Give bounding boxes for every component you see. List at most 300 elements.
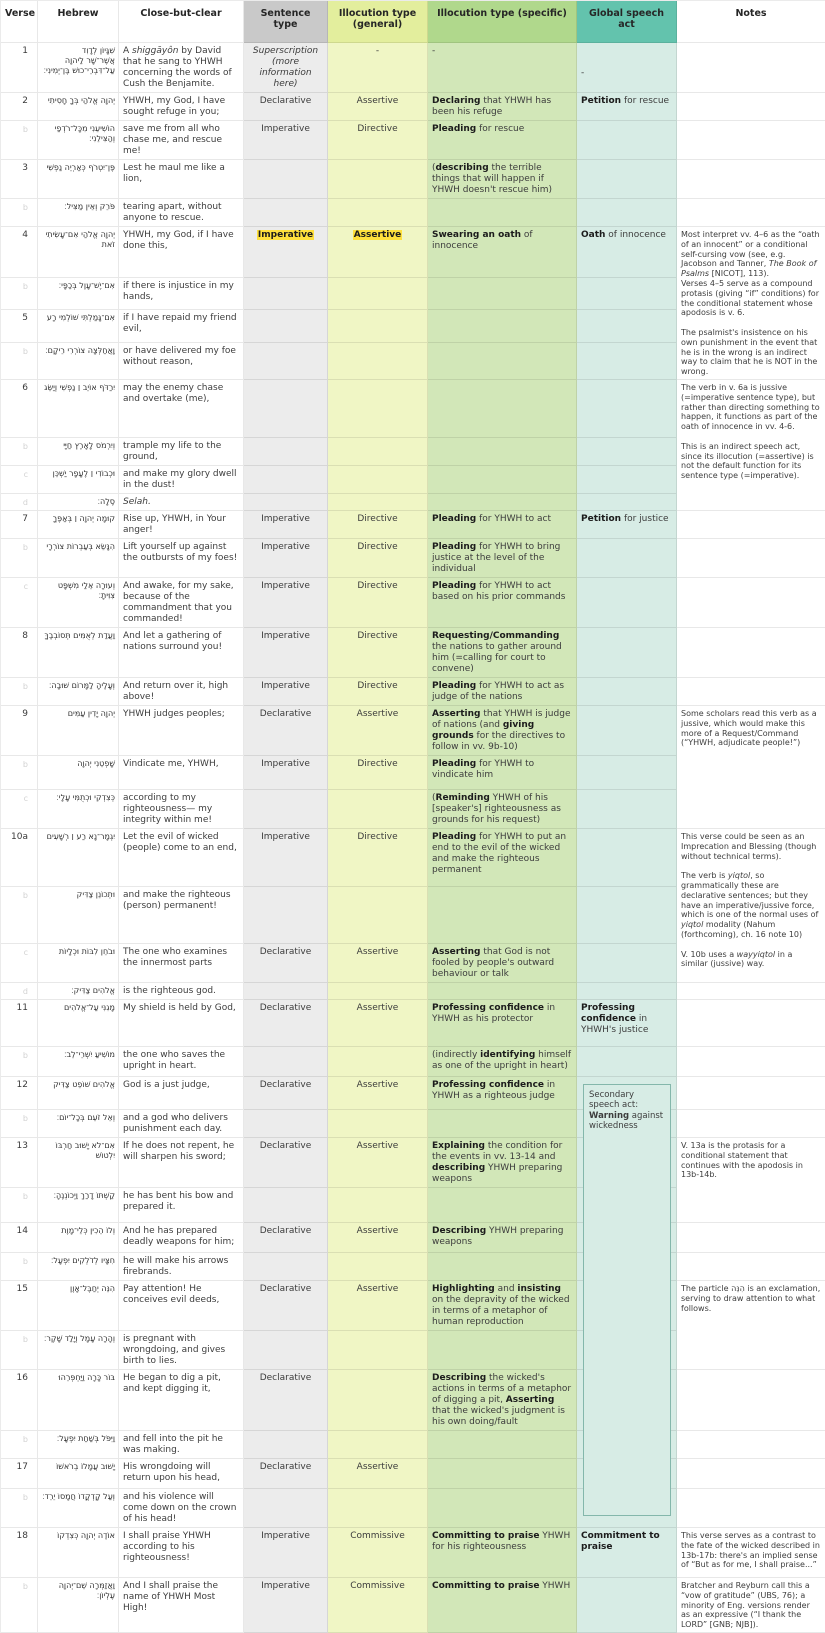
cell-sentence-type: Declarative	[244, 1077, 328, 1110]
cell-sentence-type	[244, 1331, 328, 1370]
cell-global-speech-act	[577, 278, 677, 311]
cell-global-speech-act	[577, 944, 677, 983]
cell-notes	[677, 678, 825, 706]
cell-verse: 16	[1, 1370, 38, 1431]
cell-close-but-clear: His wrongdoing will return upon his head,	[119, 1459, 244, 1489]
cell-close-but-clear: YHWH judges peoples;	[119, 706, 244, 756]
cell-close-but-clear: may the enemy chase and overtake (me),	[119, 380, 244, 438]
cell-hebrew: יְהוָה יָדִין עַמִּים	[38, 706, 119, 756]
cell-notes	[677, 93, 825, 121]
cell-verse: 1	[1, 43, 38, 93]
cell-verse: b	[1, 1489, 38, 1528]
cell-hebrew: וְאֵל זֹעֵם בְּכָל־יוֹם׃	[38, 1110, 119, 1138]
cell-hebrew: קוּמָה יְהוָה ׀ בְּאַפֶּךָ	[38, 511, 119, 539]
cell-sentence-type: Imperative	[244, 511, 328, 539]
cell-hebrew: וַעֲדַת לְאֻמִּים תְּסוֹבְבֶךָּ	[38, 628, 119, 678]
cell-notes	[677, 1253, 825, 1281]
cell-hebrew: מוֹשִׁיעַ יִשְׁרֵי־לֵב׃	[38, 1047, 119, 1077]
cell-hebrew: קַשְׁתּוֹ דָרַךְ וַיְכוֹנְנֶהָ׃	[38, 1188, 119, 1223]
column-header-hebrew: Hebrew	[38, 1, 119, 43]
cell-hebrew: יָשׁוּב עֲמָלוֹ בְרֹאשׁוֹ	[38, 1459, 119, 1489]
cell-illocution-specific: Declaring that YHWH has been his refuge	[428, 93, 577, 121]
cell-close-but-clear: he will make his arrows firebrands.	[119, 1253, 244, 1281]
cell-illocution-general: Assertive	[328, 944, 428, 983]
cell-illocution-specific	[428, 1489, 577, 1528]
cell-hebrew: שִׁגָּיוֹן לְדָוִד אֲשֶׁר־שָׁר לַיהוָה עַל־דִּבְרֵי־כוּשׁ בֶּן־יְמִינִי׃	[38, 43, 119, 93]
cell-sentence-type	[244, 310, 328, 343]
cell-illocution-specific: Pleading for YHWH to put an end to the evil of the wicked and make the righteous permanent	[428, 829, 577, 887]
cell-illocution-specific: Asserting that YHWH is judge of nations (and giving grounds for the directives to follow in vv. 9b-10)	[428, 706, 577, 756]
cell-global-speech-act	[577, 466, 677, 494]
cell-close-but-clear: He began to dig a pit, and kept digging it,	[119, 1370, 244, 1431]
cell-illocution-general	[328, 1110, 428, 1138]
cell-verse: b	[1, 121, 38, 160]
cell-close-but-clear: he has bent his bow and prepared it.	[119, 1188, 244, 1223]
cell-illocution-general	[328, 1370, 428, 1431]
cell-close-but-clear: Selah.	[119, 494, 244, 511]
cell-illocution-specific	[428, 1110, 577, 1138]
column-header-note: Notes	[677, 1, 825, 43]
cell-global-speech-act	[577, 706, 677, 756]
cell-illocution-general	[328, 1489, 428, 1528]
cell-hebrew: וְלוֹ הֵכִין כְּלֵי־מָוֶת	[38, 1223, 119, 1253]
cell-hebrew: וּבֹחֵן לִבּוֹת וּכְלָיוֹת	[38, 944, 119, 983]
cell-verse: 8	[1, 628, 38, 678]
cell-sentence-type	[244, 887, 328, 944]
cell-sentence-type	[244, 199, 328, 227]
cell-global-speech-act	[577, 121, 677, 160]
cell-illocution-specific: (describing the terrible things that will happen if YHWH doesn't rescue him)	[428, 160, 577, 199]
cell-hebrew: וּתְכוֹנֵן צַדִּיק	[38, 887, 119, 944]
cell-close-but-clear: My shield is held by God,	[119, 1000, 244, 1047]
column-header-specific: Illocution type (specific)	[428, 1, 577, 43]
cell-notes	[677, 1077, 825, 1110]
cell-illocution-general	[328, 887, 428, 944]
cell-illocution-specific: Professing confidence in YHWH as his protector	[428, 1000, 577, 1047]
cell-illocution-general: Directive	[328, 829, 428, 887]
cell-verse: b	[1, 539, 38, 578]
cell-verse: b	[1, 1188, 38, 1223]
cell-illocution-general	[328, 310, 428, 343]
cell-verse: b	[1, 1431, 38, 1459]
cell-verse: 18	[1, 1528, 38, 1578]
cell-hebrew: יִגְמָר־נָא רַע ׀ רְשָׁעִים	[38, 829, 119, 887]
cell-notes	[677, 1110, 825, 1138]
cell-hebrew: הִנֵּה יְחַבֶּל־אָוֶן	[38, 1281, 119, 1331]
cell-illocution-specific	[428, 1431, 577, 1459]
cell-close-but-clear: Rise up, YHWH, in Your anger!	[119, 511, 244, 539]
cell-global-speech-act	[577, 310, 677, 343]
cell-notes	[677, 1000, 825, 1047]
cell-global-speech-act	[577, 494, 677, 511]
cell-sentence-type: Declarative	[244, 1281, 328, 1331]
cell-sentence-type	[244, 466, 328, 494]
cell-notes	[677, 983, 825, 1000]
cell-hebrew: וַיִּפֹּל בְּשַׁחַת יִפְעָל׃	[38, 1431, 119, 1459]
cell-illocution-general: Assertive	[328, 1077, 428, 1110]
cell-sentence-type	[244, 1188, 328, 1223]
cell-global-speech-act	[577, 790, 677, 829]
cell-notes	[677, 1459, 825, 1489]
cell-verse: 9	[1, 706, 38, 756]
cell-global-speech-act: Oath of innocence	[577, 227, 677, 278]
cell-notes	[677, 1047, 825, 1077]
cell-hebrew: וְעַל קָדְקֳדוֹ חֲמָסוֹ יֵרֵד׃	[38, 1489, 119, 1528]
cell-sentence-type: Declarative	[244, 1370, 328, 1431]
cell-illocution-specific: Professing confidence in YHWH as a righteous judge	[428, 1077, 577, 1110]
cell-sentence-type	[244, 160, 328, 199]
cell-notes	[677, 1370, 825, 1431]
cell-verse: b	[1, 199, 38, 227]
cell-notes	[677, 578, 825, 628]
cell-notes	[677, 160, 825, 199]
cell-hebrew: וָאֲחַלְּצָה צוֹרְרִי רֵיקָם׃	[38, 343, 119, 380]
cell-global-speech-act	[577, 438, 677, 466]
cell-global-speech-act	[577, 756, 677, 790]
cell-notes	[677, 1431, 825, 1459]
cell-sentence-type	[244, 1489, 328, 1528]
cell-hebrew: אִם־לֹא יָשׁוּב חַרְבּוֹ יִלְטוֹשׁ	[38, 1138, 119, 1188]
cell-close-but-clear: The one who examines the innermost parts	[119, 944, 244, 983]
cell-hebrew: חִצָּיו לְדֹלְקִים יִפְעָל׃	[38, 1253, 119, 1281]
cell-close-but-clear: And I shall praise the name of YHWH Most High!	[119, 1578, 244, 1633]
cell-sentence-type: Declarative	[244, 1138, 328, 1188]
cell-close-but-clear: And awake, for my sake, because of the commandment that you commanded!	[119, 578, 244, 628]
cell-global-speech-act	[577, 160, 677, 199]
cell-illocution-general	[328, 494, 428, 511]
cell-close-but-clear: I shall praise YHWH according to his righteousness!	[119, 1528, 244, 1578]
cell-sentence-type: Imperative	[244, 227, 328, 278]
cell-illocution-general: Assertive	[328, 227, 428, 278]
cell-close-but-clear: And return over it, high above!	[119, 678, 244, 706]
cell-close-but-clear: and make the righteous (person) permanent!	[119, 887, 244, 944]
cell-illocution-specific: (indirectly identifying himself as one of the upright in heart)	[428, 1047, 577, 1077]
cell-verse: b	[1, 438, 38, 466]
cell-verse: c	[1, 578, 38, 628]
cell-verse: 14	[1, 1223, 38, 1253]
cell-illocution-general	[328, 1431, 428, 1459]
cell-illocution-specific: Highlighting and insisting on the depravity of the wicked in terms of a metaphor of human reproduction	[428, 1281, 577, 1331]
cell-verse: c	[1, 790, 38, 829]
cell-sentence-type	[244, 278, 328, 311]
cell-global-speech-act	[577, 628, 677, 678]
cell-notes	[677, 199, 825, 227]
cell-notes: Bratcher and Reyburn call this a “vow of gratitude” (UBS, 76); a minority of Eng. versions render as an expressive (“I thank the LORD” [GNB; NJB]).	[677, 1578, 825, 1633]
cell-illocution-general: Directive	[328, 539, 428, 578]
cell-close-but-clear: A shiggāyôn by David that he sang to YHWH concerning the words of Cush the Benjamite.	[119, 43, 244, 93]
cell-illocution-specific	[428, 1331, 577, 1370]
cell-illocution-general	[328, 1253, 428, 1281]
cell-hebrew: שָׁפְטֵנִי יְהוָה	[38, 756, 119, 790]
cell-illocution-general	[328, 199, 428, 227]
cell-illocution-specific: Pleading for YHWH to act based on his prior commands	[428, 578, 577, 628]
column-header-global: Global speech act	[577, 1, 677, 43]
cell-global-speech-act	[577, 887, 677, 944]
cell-illocution-general: Assertive	[328, 93, 428, 121]
cell-notes	[677, 43, 825, 93]
cell-hebrew: יִרַדֹּף אוֹיֵב ׀ נַפְשִׁי וְיַשֵּׂג	[38, 380, 119, 438]
cell-sentence-type: Imperative	[244, 121, 328, 160]
cell-close-but-clear: YHWH, my God, if I have done this,	[119, 227, 244, 278]
cell-hebrew: וְיִרְמֹס לָאָרֶץ חַיָּי	[38, 438, 119, 466]
cell-illocution-general: Directive	[328, 578, 428, 628]
cell-illocution-general: Assertive	[328, 706, 428, 756]
cell-close-but-clear: and his violence will come down on the crown of his head!	[119, 1489, 244, 1528]
cell-close-but-clear: And let a gathering of nations surround you!	[119, 628, 244, 678]
cell-global-speech-act	[577, 1578, 677, 1633]
cell-sentence-type	[244, 380, 328, 438]
cell-illocution-specific: Pleading for YHWH to act	[428, 511, 577, 539]
cell-illocution-specific	[428, 380, 577, 438]
cell-notes: This verse could be seen as an Imprecation and Blessing (though without technical terms). The verb is yiqtol, so grammatically these are declarative sentences; but they have an imperative/jussive force, which is one of the normal uses of yiqtol modality (Nahum (forthcoming), ch. 16 note 10) V. 10b uses a wayyiqtol in a similar (jussive) way.	[677, 829, 825, 983]
cell-verse: 6	[1, 380, 38, 438]
cell-illocution-specific	[428, 438, 577, 466]
cell-sentence-type	[244, 438, 328, 466]
cell-illocution-specific	[428, 199, 577, 227]
cell-illocution-general: Commissive	[328, 1528, 428, 1578]
cell-sentence-type: Imperative	[244, 539, 328, 578]
cell-illocution-general: Directive	[328, 756, 428, 790]
cell-illocution-general: Directive	[328, 121, 428, 160]
cell-illocution-specific: Describing the wicked's actions in terms of a metaphor of digging a pit, Asserting that the wicked's judgment is his own doing/fault	[428, 1370, 577, 1431]
cell-sentence-type	[244, 1431, 328, 1459]
cell-sentence-type: Imperative	[244, 829, 328, 887]
cell-illocution-specific: Pleading for YHWH to vindicate him	[428, 756, 577, 790]
cell-illocution-general	[328, 1047, 428, 1077]
cell-verse: b	[1, 1110, 38, 1138]
cell-sentence-type: Declarative	[244, 1459, 328, 1489]
cell-close-but-clear: is the righteous god.	[119, 983, 244, 1000]
cell-close-but-clear: Pay attention! He conceives evil deeds,	[119, 1281, 244, 1331]
cell-illocution-specific	[428, 466, 577, 494]
cell-hebrew: אוֹדֶה יְהוָה כְּצִדְקוֹ	[38, 1528, 119, 1578]
cell-illocution-specific: Requesting/Commanding the nations to gather around him (=calling for court to convene)	[428, 628, 577, 678]
cell-sentence-type	[244, 790, 328, 829]
cell-verse: b	[1, 1253, 38, 1281]
cell-close-but-clear: the one who saves the upright in heart.	[119, 1047, 244, 1077]
cell-sentence-type: Declarative	[244, 93, 328, 121]
cell-illocution-general	[328, 160, 428, 199]
cell-verse: b	[1, 343, 38, 380]
cell-verse: 7	[1, 511, 38, 539]
cell-hebrew: בּוֹר כָּרָה וַיַּחְפְּרֵהוּ	[38, 1370, 119, 1431]
cell-notes	[677, 1489, 825, 1528]
cell-global-speech-act: Petition for justice	[577, 511, 677, 539]
cell-illocution-specific	[428, 494, 577, 511]
cell-illocution-specific	[428, 1188, 577, 1223]
cell-verse: 4	[1, 227, 38, 278]
cell-verse: b	[1, 756, 38, 790]
column-header-general: Illocution type (general)	[328, 1, 428, 43]
cell-illocution-specific: Explaining the condition for the events in vv. 13-14 and describing YHWH preparing weapons	[428, 1138, 577, 1188]
cell-close-but-clear: Lest he maul me like a lion,	[119, 160, 244, 199]
cell-illocution-general: Assertive	[328, 1223, 428, 1253]
cell-notes	[677, 539, 825, 578]
cell-close-but-clear: save me from all who chase me, and rescue me!	[119, 121, 244, 160]
cell-illocution-specific	[428, 1459, 577, 1489]
cell-verse: 10a	[1, 829, 38, 887]
cell-sentence-type	[244, 494, 328, 511]
cell-illocution-general: Assertive	[328, 1138, 428, 1188]
cell-hebrew: אֱלֹהִים שׁוֹפֵט צַדִּיק	[38, 1077, 119, 1110]
cell-hebrew: יְהוָה אֱלֹהַי בְּךָ חָסִיתִי	[38, 93, 119, 121]
cell-illocution-specific	[428, 310, 577, 343]
cell-illocution-specific: Asserting that God is not fooled by people's outward behaviour or talk	[428, 944, 577, 983]
cell-sentence-type: Declarative	[244, 1000, 328, 1047]
cell-illocution-general: Directive	[328, 678, 428, 706]
cell-illocution-specific	[428, 1253, 577, 1281]
cell-illocution-general	[328, 983, 428, 1000]
cell-global-speech-act	[577, 983, 677, 1000]
cell-illocution-specific: Committing to praise YHWH	[428, 1578, 577, 1633]
cell-illocution-specific: Pleading for YHWH to act as judge of the nations	[428, 678, 577, 706]
cell-global-speech-act: -	[577, 43, 677, 93]
cell-close-but-clear: if there is injustice in my hands,	[119, 278, 244, 311]
cell-verse: b	[1, 1331, 38, 1370]
cell-verse: c	[1, 944, 38, 983]
cell-verse: 11	[1, 1000, 38, 1047]
cell-notes: V. 13a is the protasis for a conditional statement that continues with the apodosis in 13b-14b.	[677, 1138, 825, 1223]
cell-close-but-clear: and make my glory dwell in the dust!	[119, 466, 244, 494]
cell-verse: 5	[1, 310, 38, 343]
cell-illocution-general	[328, 466, 428, 494]
cell-illocution-specific: (Reminding YHWH of his [speaker's] righteousness as grounds for his request)	[428, 790, 577, 829]
cell-hebrew: הִנָּשֵׂא בְּעַבְרוֹת צוֹרְרָי	[38, 539, 119, 578]
cell-illocution-general	[328, 1188, 428, 1223]
cell-notes	[677, 121, 825, 160]
cell-sentence-type	[244, 1253, 328, 1281]
cell-close-but-clear: and a god who delivers punishment each day.	[119, 1110, 244, 1138]
column-header-sentence: Sentence type	[244, 1, 328, 43]
cell-close-but-clear: according to my righteousness— my integrity within me!	[119, 790, 244, 829]
cell-illocution-general: Directive	[328, 511, 428, 539]
cell-hebrew: פֹּרֵק וְאֵין מַצִּיל׃	[38, 199, 119, 227]
cell-verse: 3	[1, 160, 38, 199]
secondary-speech-act-box: Secondary speech act: Warning against wickedness	[583, 1084, 671, 1516]
cell-verse: 12	[1, 1077, 38, 1110]
cell-verse: b	[1, 678, 38, 706]
cell-illocution-general	[328, 1331, 428, 1370]
cell-verse: b	[1, 278, 38, 311]
cell-global-speech-act	[577, 199, 677, 227]
cell-sentence-type: Imperative	[244, 756, 328, 790]
cell-sentence-type: Imperative	[244, 678, 328, 706]
cell-hebrew: מָגִנִּי עַל־אֱלֹהִים	[38, 1000, 119, 1047]
cell-verse: 13	[1, 1138, 38, 1188]
cell-verse: d	[1, 494, 38, 511]
cell-global-speech-act	[577, 343, 677, 380]
cell-illocution-specific: Pleading for rescue	[428, 121, 577, 160]
cell-close-but-clear: Vindicate me, YHWH,	[119, 756, 244, 790]
cell-verse: b	[1, 1578, 38, 1633]
cell-hebrew: סֶלָה׃	[38, 494, 119, 511]
cell-notes: The particle הִנֵּה is an exclamation, serving to draw attention to what follows.	[677, 1281, 825, 1370]
cell-sentence-type	[244, 343, 328, 380]
cell-illocution-general: Assertive	[328, 1281, 428, 1331]
cell-verse: d	[1, 983, 38, 1000]
cell-notes	[677, 628, 825, 678]
cell-hebrew: אֱלֹהִים צַדִּיק׃	[38, 983, 119, 1000]
cell-illocution-specific: Swearing an oath of innocence	[428, 227, 577, 278]
cell-sentence-type: Superscription (more information here)	[244, 43, 328, 93]
cell-illocution-specific	[428, 983, 577, 1000]
cell-close-but-clear: And he has prepared deadly weapons for him;	[119, 1223, 244, 1253]
cell-illocution-general	[328, 343, 428, 380]
cell-hebrew: וּכְבוֹדִי ׀ לֶעָפָר יַשְׁכֵּן	[38, 466, 119, 494]
cell-sentence-type	[244, 1110, 328, 1138]
cell-verse: 2	[1, 93, 38, 121]
cell-hebrew: כְּצִדְקִי וּכְתֻמִּי עָלָי׃	[38, 790, 119, 829]
cell-hebrew: אִם־יֶשׁ־עָוֶל בְּכַפָּי׃	[38, 278, 119, 311]
cell-global-speech-act	[577, 678, 677, 706]
cell-close-but-clear: or have delivered my foe without reason,	[119, 343, 244, 380]
cell-hebrew: אִם־גָּמַלְתִּי שׁוֹלְמִי רָע	[38, 310, 119, 343]
cell-sentence-type: Imperative	[244, 628, 328, 678]
cell-illocution-general	[328, 278, 428, 311]
cell-hebrew: וְהָרָה עָמָל וְיָלַד שָׁקֶר׃	[38, 1331, 119, 1370]
cell-illocution-general: Assertive	[328, 1000, 428, 1047]
cell-close-but-clear: God is a just judge,	[119, 1077, 244, 1110]
cell-global-speech-act	[577, 1047, 677, 1077]
cell-illocution-specific: Pleading for YHWH to bring justice at the level of the individual	[428, 539, 577, 578]
cell-notes: Most interpret vv. 4–6 as the “oath of an innocent” or a conditional self-cursing vow (see, e.g. Jacobson and Tanner, The Book of Psalms [NICOT], 113). Verses 4–5 serve as a compound protasis (giving “if” conditions) for the conditional statement whose apodosis is v. 6. The psalmist's insistence on his own punishment in the event that he is in the wrong is an indirect way to claim that he is NOT in the wrong.	[677, 227, 825, 380]
cell-illocution-general: Commissive	[328, 1578, 428, 1633]
cell-illocution-specific: Describing YHWH preparing weapons	[428, 1223, 577, 1253]
cell-illocution-general	[328, 438, 428, 466]
cell-hebrew: פֶּן־יִטְרֹף כְּאַרְיֵה נַפְשִׁי	[38, 160, 119, 199]
cell-illocution-specific	[428, 343, 577, 380]
cell-verse: b	[1, 887, 38, 944]
cell-close-but-clear: If he does not repent, he will sharpen his sword;	[119, 1138, 244, 1188]
cell-close-but-clear: Let the evil of wicked (people) come to an end,	[119, 829, 244, 887]
cell-sentence-type	[244, 983, 328, 1000]
cell-illocution-specific: -	[428, 43, 577, 93]
cell-sentence-type: Imperative	[244, 1528, 328, 1578]
cell-close-but-clear: tearing apart, without anyone to rescue.	[119, 199, 244, 227]
cell-hebrew: יְהוָה אֱלֹהַי אִם־עָשִׂיתִי זֹאת	[38, 227, 119, 278]
cell-notes: This verse serves as a contrast to the fate of the wicked described in 13b-17b: there's an implied sense of “But as for me, I shall praise...”	[677, 1528, 825, 1578]
cell-hebrew: וְעָלֶיהָ לַמָּרוֹם שׁוּבָה׃	[38, 678, 119, 706]
cell-close-but-clear: trample my life to the ground,	[119, 438, 244, 466]
cell-close-but-clear: is pregnant with wrongdoing, and gives birth to lies.	[119, 1331, 244, 1370]
cell-notes: The verb in v. 6a is jussive (=imperative sentence type), but rather than directing something to happen, it functions as part of the oath of innocence in vv. 4-6. This is an indirect speech act, since its illocution (=assertive) is not the default function for its sentence type (=imperative).	[677, 380, 825, 511]
cell-sentence-type: Imperative	[244, 578, 328, 628]
cell-hebrew: וַאֲזַמְּרָה שֵׁם־יְהוָה עֶלְיוֹן׃	[38, 1578, 119, 1633]
cell-global-speech-act: Petition for rescue	[577, 93, 677, 121]
cell-notes	[677, 1223, 825, 1253]
cell-illocution-specific	[428, 887, 577, 944]
cell-sentence-type: Declarative	[244, 1223, 328, 1253]
cell-verse: c	[1, 466, 38, 494]
cell-sentence-type: Declarative	[244, 706, 328, 756]
cell-notes	[677, 511, 825, 539]
cell-global-speech-act: Professing confidence in YHWH's justice	[577, 1000, 677, 1047]
cell-sentence-type: Declarative	[244, 944, 328, 983]
cell-notes: Some scholars read this verb as a jussive, which would make this more of a Request/Command (“YHWH, adjudicate people!”)	[677, 706, 825, 829]
cell-close-but-clear: if I have repaid my friend evil,	[119, 310, 244, 343]
cell-verse: b	[1, 1047, 38, 1077]
cell-illocution-general	[328, 790, 428, 829]
cell-close-but-clear: and fell into the pit he was making.	[119, 1431, 244, 1459]
cell-illocution-general: Assertive	[328, 1459, 428, 1489]
cell-global-speech-act	[577, 380, 677, 438]
cell-illocution-general: -	[328, 43, 428, 93]
cell-illocution-general	[328, 380, 428, 438]
cell-global-speech-act	[577, 578, 677, 628]
cell-sentence-type: Imperative	[244, 1578, 328, 1633]
column-header-english: Close-but-clear	[119, 1, 244, 43]
cell-global-speech-act: Commitment to praise	[577, 1528, 677, 1578]
